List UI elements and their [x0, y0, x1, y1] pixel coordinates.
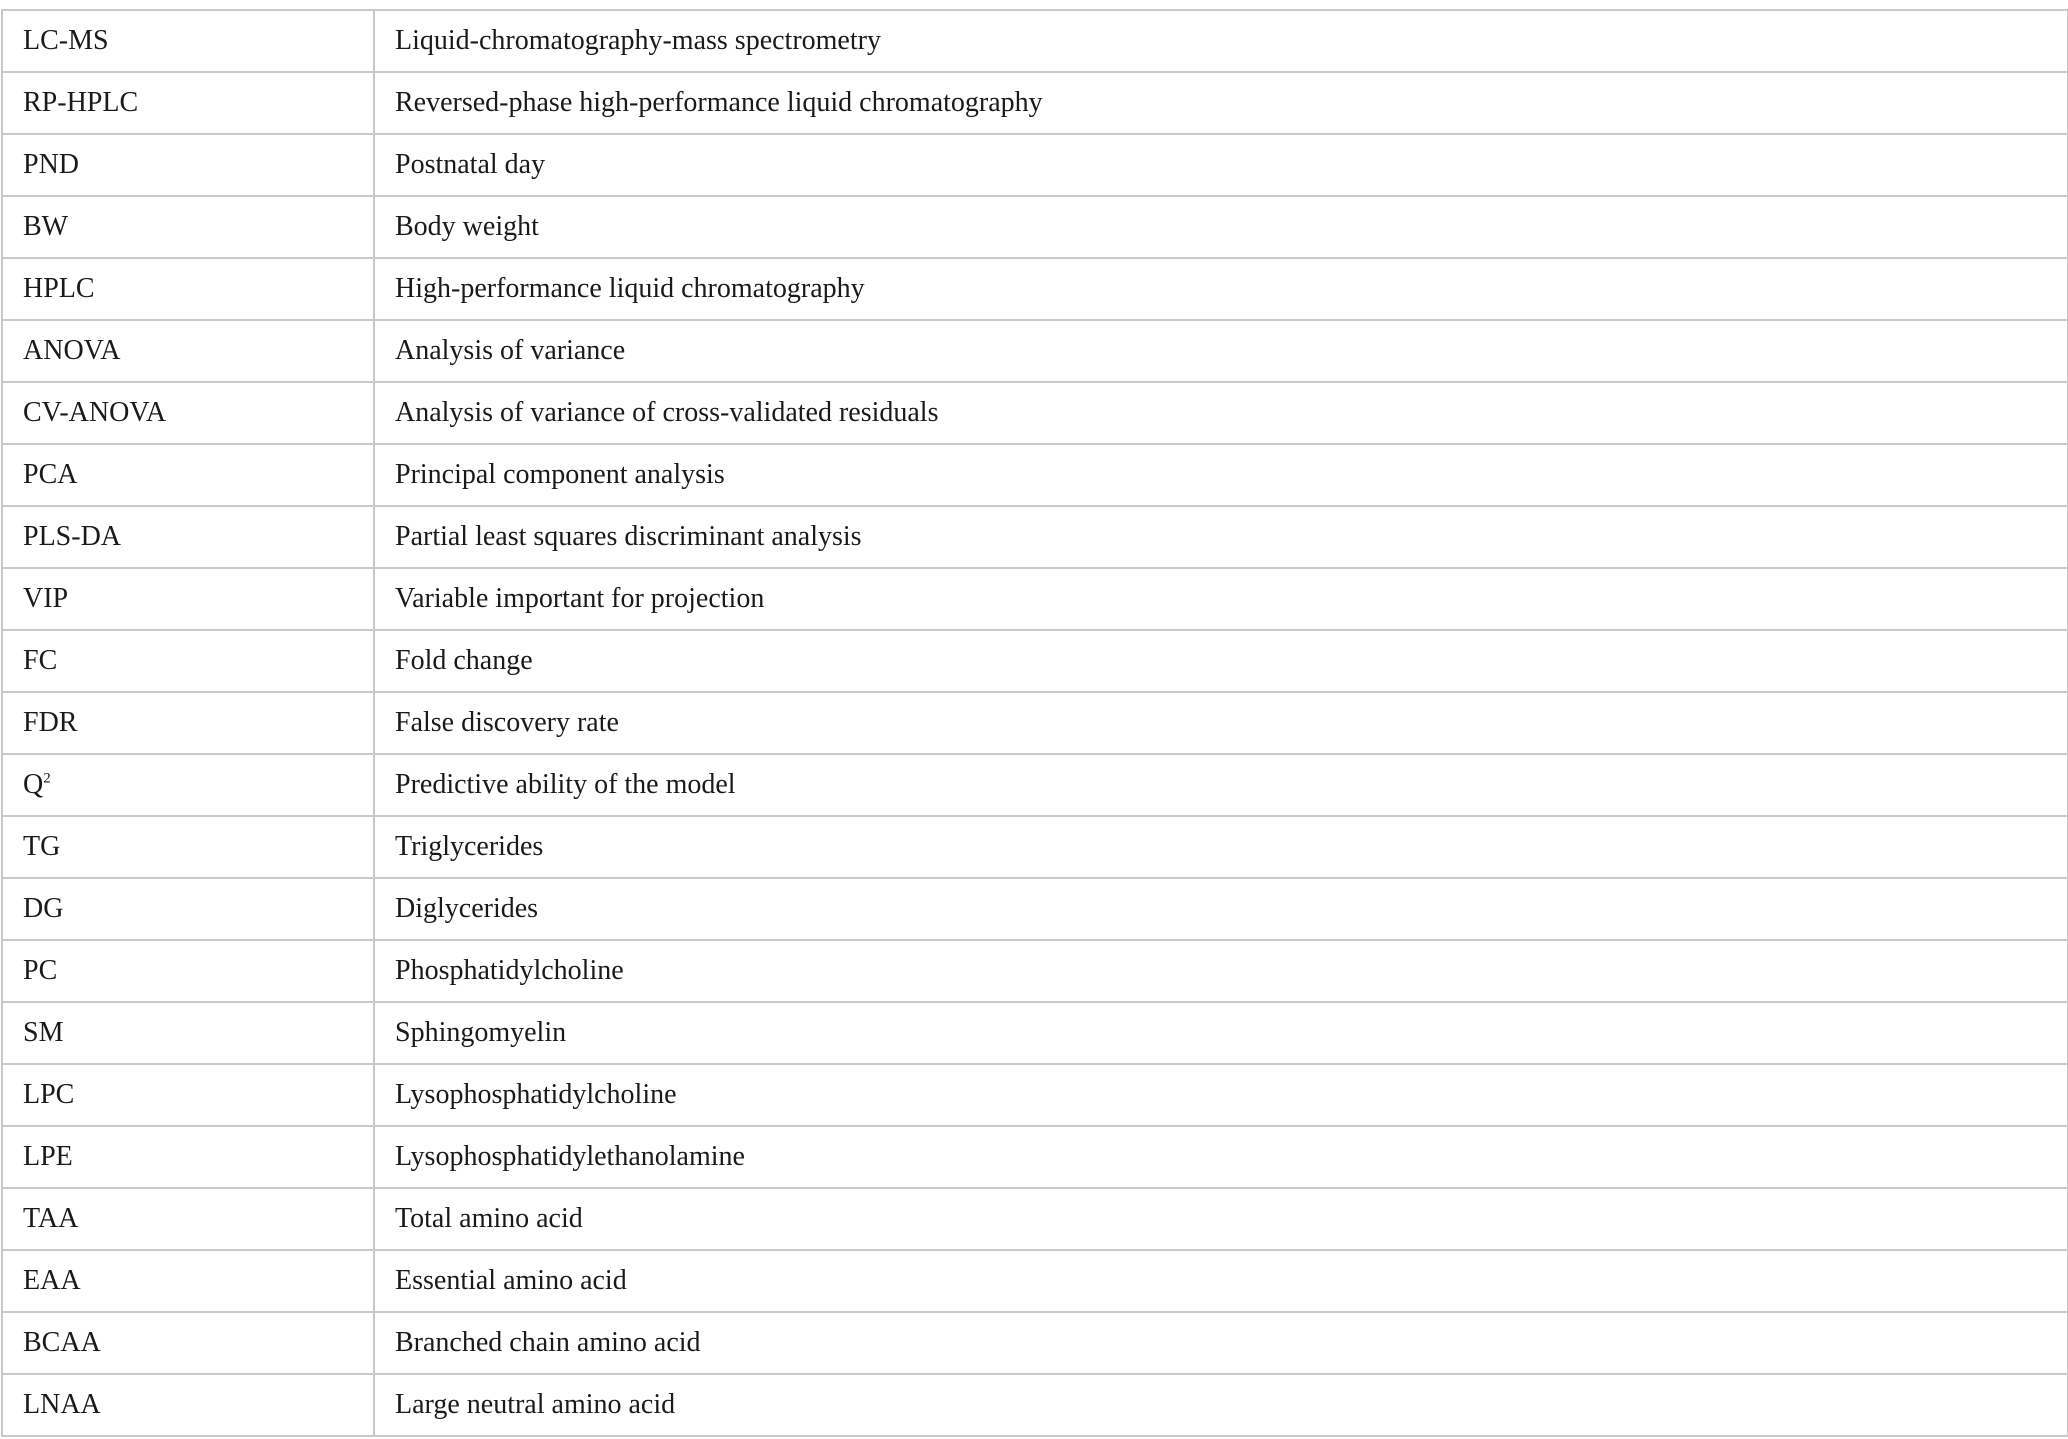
definition-text: Lysophosphatidylcholine [395, 1079, 677, 1110]
abbreviation-cell [2, 258, 374, 320]
abbreviation-cell [2, 816, 374, 878]
table-row [2, 1126, 2068, 1188]
table-row [2, 72, 2068, 134]
abbreviation-text: PLS-DA [23, 521, 122, 552]
definition-text: Branched chain amino acid [395, 1327, 701, 1358]
definition-cell [374, 506, 2068, 568]
definition-cell [374, 134, 2068, 196]
definition-cell [374, 630, 2068, 692]
definition-text: Lysophosphatidylethanolamine [395, 1141, 745, 1172]
abbreviation-text: CV-ANOVA [23, 397, 167, 428]
table-row [2, 320, 2068, 382]
abbreviation-cell [2, 1126, 374, 1188]
definition-text: Sphingomyelin [395, 1017, 567, 1048]
abbreviation-text: FC [23, 645, 58, 676]
definition-text: Large neutral amino acid [395, 1389, 676, 1420]
definition-text: Variable important for projection [395, 583, 765, 614]
definition-text: High-performance liquid chromatography [395, 273, 865, 304]
table-row [2, 940, 2068, 1002]
table-row [2, 134, 2068, 196]
abbreviation-text: LNAA [23, 1389, 101, 1420]
superscript-text: 2 [43, 770, 51, 787]
definition-text: Total amino acid [395, 1203, 583, 1234]
definition-text: Diglycerides [395, 893, 539, 924]
abbreviation-cell [2, 692, 374, 754]
abbreviation-cell [2, 1188, 374, 1250]
definition-text: Fold change [395, 645, 533, 676]
definition-text: Triglycerides [395, 831, 544, 862]
abbreviation-cell [2, 134, 374, 196]
definition-text: Principal component analysis [395, 459, 725, 490]
abbreviations-table-body [2, 10, 2068, 1436]
table-row [2, 196, 2068, 258]
abbreviation-text: LPE [23, 1141, 73, 1172]
definition-cell [374, 1002, 2068, 1064]
definition-cell [374, 940, 2068, 1002]
abbreviation-text: TAA [23, 1203, 79, 1234]
definition-text: Postnatal day [395, 149, 546, 180]
table-row [2, 568, 2068, 630]
table-row [2, 1188, 2068, 1250]
abbreviation-text: HPLC [23, 273, 95, 304]
abbreviation-text: RP-HPLC [23, 87, 139, 118]
table-row [2, 630, 2068, 692]
abbreviation-text: BCAA [23, 1327, 101, 1358]
abbreviation-text: EAA [23, 1265, 81, 1296]
abbreviation-cell [2, 444, 374, 506]
definition-cell [374, 1250, 2068, 1312]
table-row [2, 1374, 2068, 1436]
definition-cell [374, 1312, 2068, 1374]
definition-cell [374, 1126, 2068, 1188]
abbreviation-text: SM [23, 1017, 64, 1048]
table-row [2, 692, 2068, 754]
abbreviation-text: Q [23, 769, 44, 800]
abbreviation-cell [2, 754, 374, 816]
table-row [2, 10, 2068, 72]
definition-cell [374, 1374, 2068, 1436]
abbreviation-text: PC [23, 955, 58, 986]
abbreviation-cell [2, 196, 374, 258]
abbreviation-text: TG [23, 831, 61, 862]
abbreviation-cell [2, 878, 374, 940]
abbreviation-cell [2, 630, 374, 692]
definition-cell [374, 1188, 2068, 1250]
table-row [2, 444, 2068, 506]
definition-text: Reversed-phase high-performance liquid chromatography [395, 87, 1043, 118]
definition-text: Body weight [395, 211, 539, 242]
definition-cell [374, 692, 2068, 754]
abbreviation-text: DG [23, 893, 64, 924]
table-row [2, 1312, 2068, 1374]
abbreviation-text: LPC [23, 1079, 75, 1110]
definition-cell [374, 878, 2068, 940]
table-row [2, 382, 2068, 444]
table-row [2, 1002, 2068, 1064]
abbreviation-text: LC-MS [23, 25, 109, 56]
abbreviation-cell [2, 506, 374, 568]
abbreviations-table [1, 9, 2068, 1437]
abbreviation-cell [2, 10, 374, 72]
definition-cell [374, 816, 2068, 878]
table-row [2, 506, 2068, 568]
definition-text: False discovery rate [395, 707, 619, 738]
definition-text: Essential amino acid [395, 1265, 627, 1296]
abbreviation-cell [2, 320, 374, 382]
table-row [2, 1250, 2068, 1312]
abbreviation-cell [2, 1250, 374, 1312]
abbreviation-text: VIP [23, 583, 69, 614]
definition-text: Phosphatidylcholine [395, 955, 624, 986]
table-row [2, 754, 2068, 816]
abbreviation-cell [2, 1312, 374, 1374]
table-row [2, 816, 2068, 878]
definition-text: Liquid-chromatography-mass spectrometry [395, 25, 881, 56]
abbreviation-cell [2, 72, 374, 134]
definition-text: Analysis of variance of cross-validated residuals [395, 397, 939, 428]
abbreviation-text: BW [23, 211, 69, 242]
abbreviation-cell [2, 940, 374, 1002]
abbreviation-cell [2, 1064, 374, 1126]
definition-cell [374, 72, 2068, 134]
abbreviation-text: PND [23, 149, 80, 180]
abbreviation-cell [2, 1002, 374, 1064]
definition-text: Analysis of variance [395, 335, 626, 366]
abbreviation-cell [2, 568, 374, 630]
definition-cell [374, 382, 2068, 444]
table-row [2, 258, 2068, 320]
abbreviation-cell [2, 1374, 374, 1436]
table-row [2, 1064, 2068, 1126]
definition-cell [374, 754, 2068, 816]
definition-cell [374, 444, 2068, 506]
definition-text: Predictive ability of the model [395, 769, 736, 800]
definition-cell [374, 196, 2068, 258]
definition-cell [374, 320, 2068, 382]
definition-text: Partial least squares discriminant analysis [395, 521, 862, 552]
table-row [2, 878, 2068, 940]
abbreviation-text: PCA [23, 459, 78, 490]
abbreviation-text: FDR [23, 707, 78, 738]
abbreviation-text: ANOVA [23, 335, 121, 366]
definition-cell [374, 258, 2068, 320]
definition-cell [374, 10, 2068, 72]
definition-cell [374, 568, 2068, 630]
definition-cell [374, 1064, 2068, 1126]
abbreviation-cell [2, 382, 374, 444]
